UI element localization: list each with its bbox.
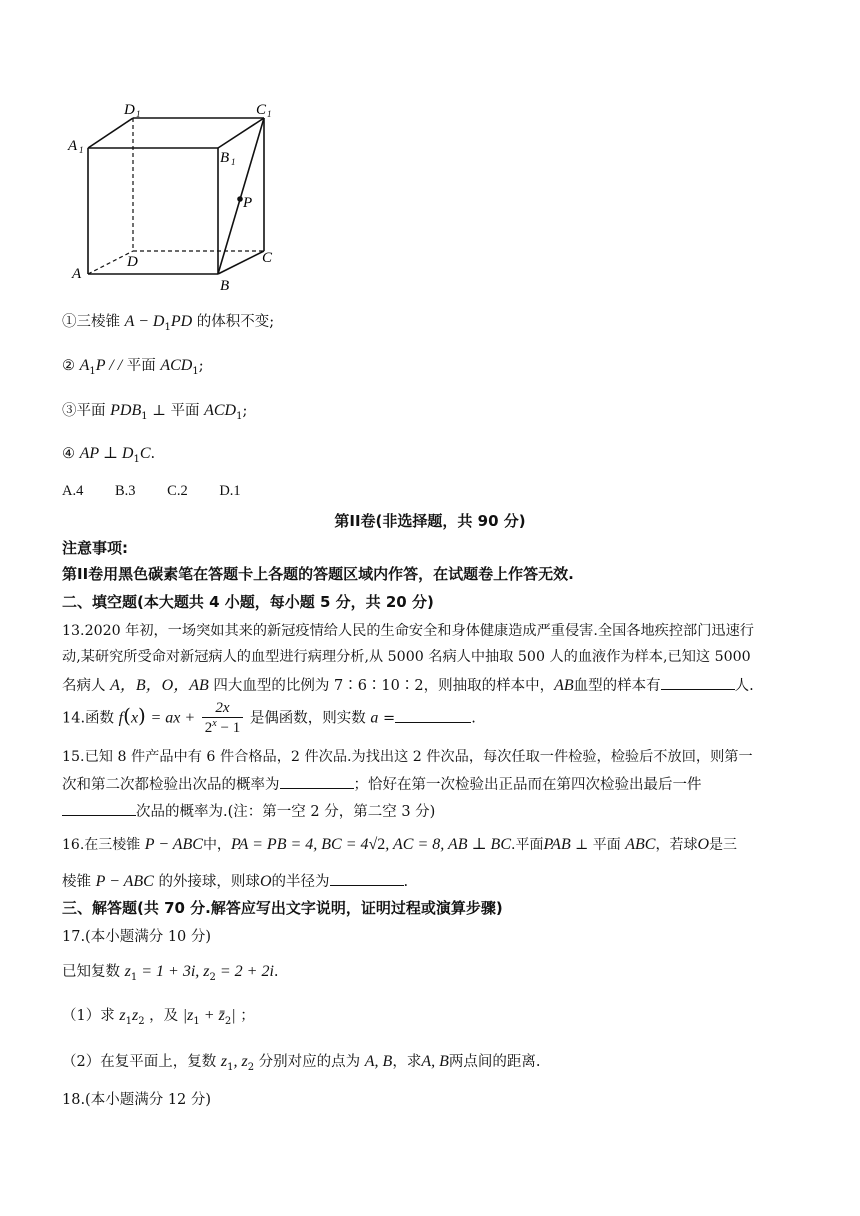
q15-line2a: 次和第二次都检验出次品的概率为 bbox=[62, 777, 280, 793]
q16-sqrt: √2 bbox=[368, 836, 386, 853]
q13-line3a: 名病人 bbox=[62, 678, 106, 694]
q17-stem: 已知复数 $z_1 = 1 + 3i$, $z_2 = 2 + 2i$. bbox=[62, 963, 279, 983]
label-a: A bbox=[72, 266, 82, 282]
q16-m3: , AC = 8, AB ⊥ BC bbox=[385, 836, 511, 853]
q16-m2: PA = PB = 4, BC = 4 bbox=[230, 836, 369, 853]
q17-p2b: 分别对应的点为 bbox=[258, 1054, 361, 1070]
q14-line: 14.函数 f(x) = ax + $\frac{2x}{2^x - 1}$ 是偶函数，则实数 a = . bbox=[62, 700, 476, 736]
q13-line2: 动,某研究所受命对新冠病人的血型进行病理分析,从 5000 名病人中抽取 500 人的血液作为样本,已知这 5000 bbox=[62, 649, 751, 665]
q13-line3 bbox=[62, 672, 754, 695]
q14-end: . bbox=[471, 710, 476, 727]
q17-p1-abs-close: | bbox=[231, 1007, 236, 1024]
label-b1: B bbox=[220, 150, 230, 166]
q13-ab: AB bbox=[554, 677, 574, 694]
q17-part2: （2）在复平面上，复数 $z_1$, $z_2$ 分别对应的点为 A, B，求A, B两点间的距离. bbox=[62, 1053, 541, 1073]
q16-mid5: 是三 bbox=[709, 837, 738, 853]
statement-4-math: AP ⊥ D bbox=[79, 445, 134, 462]
q15-answer-blank-1[interactable] bbox=[280, 774, 354, 789]
statement-1-prefix: ①三棱锥 bbox=[62, 314, 120, 330]
q13-line3b: 四大血型的比例为 7∶6∶10∶2，则抽取的样本中， bbox=[213, 678, 555, 694]
q16-line2d: . bbox=[403, 874, 409, 890]
statement-2-sub: 1 bbox=[89, 365, 96, 377]
statement-2 bbox=[62, 354, 204, 377]
statement-3-prefix: ③平面 bbox=[62, 403, 106, 419]
q17-stem-a: 已知复数 bbox=[62, 964, 120, 980]
q14-f: f bbox=[118, 709, 124, 727]
label-c1-sub: 1 bbox=[267, 109, 272, 119]
q14-den-tail: − 1 bbox=[216, 720, 241, 736]
q13-blood-types: A，B，O，AB bbox=[110, 677, 209, 694]
statement-2-math3: ACD bbox=[160, 357, 193, 374]
q13-line3c: 血型的样本有 bbox=[573, 678, 661, 694]
q17-p1-conj: + z̄ bbox=[199, 1007, 225, 1024]
q17-p1-abs-open: |z bbox=[182, 1007, 194, 1024]
notice-body: 第II卷用黑色碳素笔在答题卡上各题的答题区域内作答，在试题卷上作答无效. bbox=[62, 565, 574, 583]
q17-p1b: ，及 bbox=[149, 1008, 179, 1024]
statement-1 bbox=[62, 310, 274, 333]
q14-prefix: 14.函数 bbox=[62, 710, 115, 727]
q14-mid: 是偶函数，则实数 bbox=[249, 710, 366, 727]
label-p: P bbox=[243, 195, 253, 211]
part3-title: 三、解答题(共 70 分.解答应写出文字说明，证明过程或演算步骤) bbox=[62, 899, 503, 917]
q16-m1: P − ABC bbox=[144, 836, 203, 853]
q14-a: a bbox=[370, 709, 379, 727]
label-c: C bbox=[262, 250, 273, 266]
q16-line2b: 的外接球，则球 bbox=[158, 874, 260, 890]
q16-prefix: 16.在三棱锥 bbox=[62, 837, 141, 853]
cube-figure bbox=[60, 94, 300, 294]
q14-denominator bbox=[202, 718, 243, 737]
label-d1: D bbox=[124, 102, 135, 118]
q13-line1: 13.2020 年初，一场突如其来的新冠疫情给人民的生命安全和身体健康造成严重侵害.全国各地疾控部门迅速行 bbox=[62, 623, 754, 639]
q15-answer-blank-2[interactable] bbox=[62, 801, 136, 816]
q17-p2c: ，求 bbox=[392, 1054, 422, 1070]
q14-den-base: 2 bbox=[204, 720, 213, 736]
q15-line2b: ；恰好在第一次检验出正品而在第四次检验出最后一件 bbox=[353, 777, 702, 793]
statement-3-sub: 1 bbox=[141, 410, 148, 422]
point-p bbox=[237, 196, 243, 202]
q17-p2-ab2: A, B bbox=[421, 1053, 449, 1070]
q14-eq2: = bbox=[378, 710, 396, 727]
statement-1-sub: 1 bbox=[164, 321, 171, 333]
q17-z1: z bbox=[124, 963, 131, 980]
q16-line2c: 的半径为 bbox=[271, 874, 330, 890]
q16-m6: O bbox=[697, 836, 710, 853]
label-a1-sub: 1 bbox=[79, 145, 84, 155]
q18-header: 18.(本小题满分 12 分) bbox=[62, 1092, 212, 1108]
q16-line2a: 棱锥 bbox=[62, 874, 91, 890]
q17-p2-z1: z bbox=[220, 1053, 228, 1070]
q14-answer-blank[interactable] bbox=[395, 708, 471, 723]
edge-b-c bbox=[218, 251, 264, 274]
statement-3-math2: ACD bbox=[204, 402, 237, 419]
q16-answer-blank[interactable] bbox=[330, 871, 404, 886]
q14-x: x bbox=[130, 709, 139, 727]
q16-m4: PAB bbox=[543, 836, 571, 853]
q16-line2 bbox=[62, 870, 408, 891]
q17-p2d: 两点间的距离. bbox=[448, 1054, 541, 1070]
statement-1-math2: PD bbox=[170, 313, 193, 330]
q16-line2m: P − ABC bbox=[95, 873, 154, 890]
statement-2-prefix: ② bbox=[62, 358, 75, 374]
q16-line1 bbox=[62, 834, 737, 854]
q14-fraction bbox=[202, 700, 243, 737]
notice-title: 注意事项: bbox=[62, 539, 128, 557]
q13-answer-blank[interactable] bbox=[661, 675, 735, 690]
q16-mid3: ⊥ 平面 bbox=[570, 837, 621, 853]
q17-p1a: （1）求 bbox=[62, 1008, 115, 1024]
statement-2-sub2: 1 bbox=[192, 365, 199, 377]
option-d: D.1 bbox=[219, 483, 241, 499]
q17-z1-value: = 1 + 3i, z bbox=[137, 963, 210, 980]
q17-p2a: （2）在复平面上，复数 bbox=[62, 1054, 217, 1070]
label-a1: A bbox=[68, 138, 78, 154]
label-d1-sub: 1 bbox=[136, 109, 141, 119]
statement-2-suffix: ; bbox=[198, 358, 204, 374]
q17-p2-z2: , z bbox=[233, 1053, 248, 1070]
option-c: C.2 bbox=[167, 483, 188, 499]
statement-4-sub: 1 bbox=[133, 453, 140, 465]
label-d: D bbox=[127, 254, 138, 270]
q13-line3d: 人. bbox=[734, 678, 754, 694]
q16-mid2: .平面 bbox=[511, 837, 544, 853]
edge-a1-d1 bbox=[88, 118, 133, 148]
q17-p1-z1: z bbox=[119, 1007, 126, 1024]
q16-mid4: ，若球 bbox=[655, 837, 698, 853]
q15-line3 bbox=[62, 800, 435, 821]
q15-line2 bbox=[62, 773, 702, 794]
statement-4 bbox=[62, 443, 155, 465]
statement-2-math2: P / / bbox=[95, 357, 123, 374]
statement-3-math: PDB bbox=[110, 402, 142, 419]
q17-z2-value: = 2 + 2i bbox=[215, 963, 274, 980]
q16-m5: ABC bbox=[625, 836, 656, 853]
label-b1-sub: 1 bbox=[231, 157, 236, 167]
q14-eq: = ax + bbox=[150, 709, 196, 727]
statement-3 bbox=[62, 399, 247, 422]
statement-2-math: A bbox=[79, 357, 90, 374]
q17-p1c: ； bbox=[240, 1008, 255, 1024]
option-b: B.3 bbox=[114, 483, 136, 499]
q15-line3: 次品的概率为.(注：第一空 2 分，第二空 3 分) bbox=[136, 804, 436, 820]
label-c1: C bbox=[256, 102, 267, 118]
part2-title: 二、填空题(本大题共 4 小题，每小题 5 分，共 20 分) bbox=[62, 593, 434, 611]
statement-4-prefix: ④ bbox=[62, 446, 75, 462]
q17-p2-ab: A, B bbox=[364, 1053, 393, 1070]
option-a: A.4 bbox=[62, 483, 84, 499]
label-b: B bbox=[220, 278, 230, 294]
q17-header: 17.(本小题满分 10 分) bbox=[62, 929, 212, 945]
q15-line1: 15.已知 8 件产品中有 6 件合格品，2 件次品.为找出这 2 件次品，每次任取一件检验，检验后不放回，则第一 bbox=[62, 749, 753, 765]
statement-4-suffix: . bbox=[150, 446, 156, 462]
q16-line2m2: O bbox=[259, 873, 272, 890]
q17-part1: （1）求 $z_1z_2$ ，及 $|z_1$ + $z̄_2|$ ； bbox=[62, 1007, 255, 1027]
q14-den-exp: x bbox=[212, 718, 217, 729]
statement-1-math: A − D bbox=[124, 313, 165, 330]
statement-4-math2: C bbox=[139, 445, 151, 462]
statement-1-suffix: 的体积不变; bbox=[196, 314, 275, 330]
q17-stem-end: . bbox=[273, 964, 279, 980]
statement-3-suffix: ; bbox=[242, 403, 248, 419]
statement-3-sub2: 1 bbox=[236, 410, 243, 422]
options-row bbox=[62, 483, 241, 500]
statement-2-mid: 平面 bbox=[126, 358, 156, 374]
section2-title: 第II卷(非选择题，共 90 分) bbox=[334, 512, 526, 530]
q14-numerator: 2x bbox=[202, 700, 243, 718]
statement-3-mid: ⊥ 平面 bbox=[147, 403, 200, 419]
q16-mid1: 中， bbox=[202, 837, 231, 853]
